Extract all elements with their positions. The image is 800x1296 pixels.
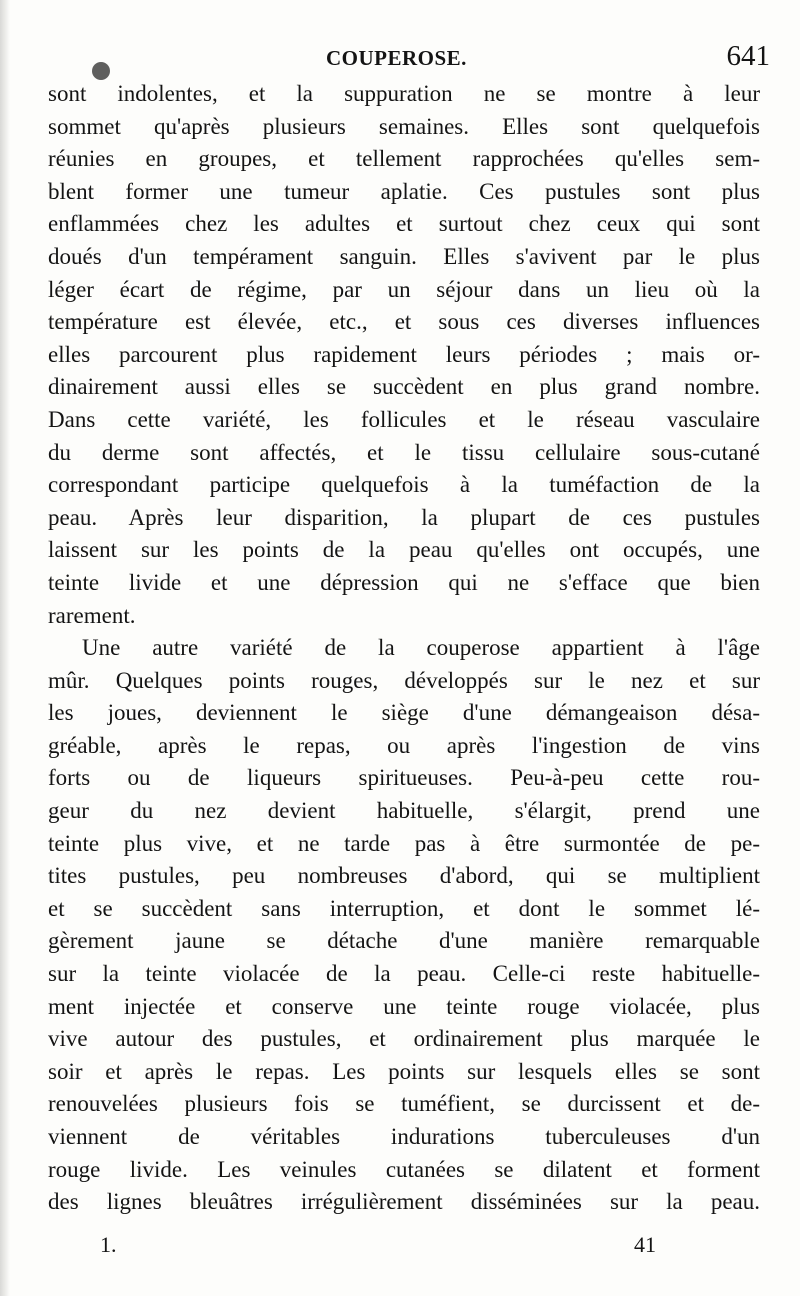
text-line: laissent sur les points de la peau qu'elles ont occupés, une <box>48 537 760 563</box>
page-footer <box>0 1232 800 1272</box>
text-line: correspondant participe quelquefois à la tuméfaction de la <box>48 472 760 498</box>
text-line: gèrement jaune se détache d'une manière remarquable <box>48 928 760 954</box>
text-line: vive autour des pustules, et ordinairement plus marquée le <box>48 1026 760 1052</box>
text-line: peau. Après leur disparition, la plupart de ces pustules <box>48 504 760 530</box>
text-line: forts ou de liqueurs spiritueuses. Peu-à-peu cette rou- <box>48 765 760 791</box>
text-line: gréable, après le repas, ou après l'ingestion de vins <box>48 732 760 758</box>
text-line: mûr. Quelques points rouges, développés sur le nez et sur <box>48 667 760 693</box>
text-line: les joues, deviennent le siège d'une démangeaison désa- <box>48 700 760 726</box>
text-line: sont indolentes, et la suppuration ne se montre à leur <box>48 81 760 106</box>
page-edge-shadow <box>0 0 10 1296</box>
text-line: viennent de véritables indurations tuberculeuses d'un <box>48 1124 760 1149</box>
running-title: COUPEROSE. <box>326 46 467 70</box>
text-line: sommet qu'après plusieurs semaines. Elles sont quelquefois <box>48 113 760 139</box>
text-line: léger écart de régime, par un séjour dans un lieu où la <box>48 276 760 302</box>
text-line: ment injectée et conserve une teinte rouge violacée, plus <box>48 993 760 1019</box>
page-number: 641 <box>726 40 770 72</box>
text-line: dinairement aussi elles se succèdent en plus grand nombre. <box>48 374 760 400</box>
text-line: Dans cette variété, les follicules et le réseau vasculaire <box>48 406 760 432</box>
text-line: et se succèdent sans interruption, et dont le sommet lé- <box>48 895 760 921</box>
text-line: blent former une tumeur aplatie. Ces pustules sont plus <box>48 178 760 204</box>
text-line: réunies en groupes, et tellement rapprochées qu'elles sem- <box>48 146 760 172</box>
text-line: doués d'un tempérament sanguin. Elles s'avivent par le plus <box>48 243 760 269</box>
text-line: du derme sont affectés, et le tissu cellulaire sous-cutané <box>48 439 760 465</box>
text-line: des lignes bleuâtres irrégulièrement disséminées sur la peau. <box>48 1189 760 1215</box>
text-line: Une autre variété de la couperose appartient à l'âge <box>82 635 760 661</box>
text-line: geur du nez devient habituelle, s'élargit, prend une <box>48 798 760 824</box>
text-line: teinte livide et une dépression qui ne s'efface que bien <box>48 569 760 595</box>
text-line: soir et après le repas. Les points sur lesquels elles se sont <box>48 1058 760 1084</box>
text-line: sur la teinte violacée de la peau. Celle-ci reste habituelle- <box>48 961 760 987</box>
text-line: rouge livide. Les veinules cutanées se dilatent et forment <box>48 1156 760 1182</box>
text-line: renouvelées plusieurs fois se tuméfient, se durcissent et de- <box>48 1091 760 1117</box>
text-line: rarement. <box>48 602 136 628</box>
text-line: elles parcourent plus rapidement leurs périodes ; mais or- <box>48 341 760 367</box>
body-text <box>48 78 760 1219</box>
text-line: tites pustules, peu nombreuses d'abord, qui se multiplient <box>48 863 760 889</box>
signature-mark: 1. <box>100 1232 117 1257</box>
signature-number: 41 <box>634 1232 656 1257</box>
text-line: enflammées chez les adultes et surtout chez ceux qui sont <box>48 211 760 237</box>
text-line: teinte plus vive, et ne tarde pas à être surmontée de pe- <box>48 830 760 856</box>
text-line: température est élevée, etc., et sous ces diverses influences <box>48 309 760 335</box>
